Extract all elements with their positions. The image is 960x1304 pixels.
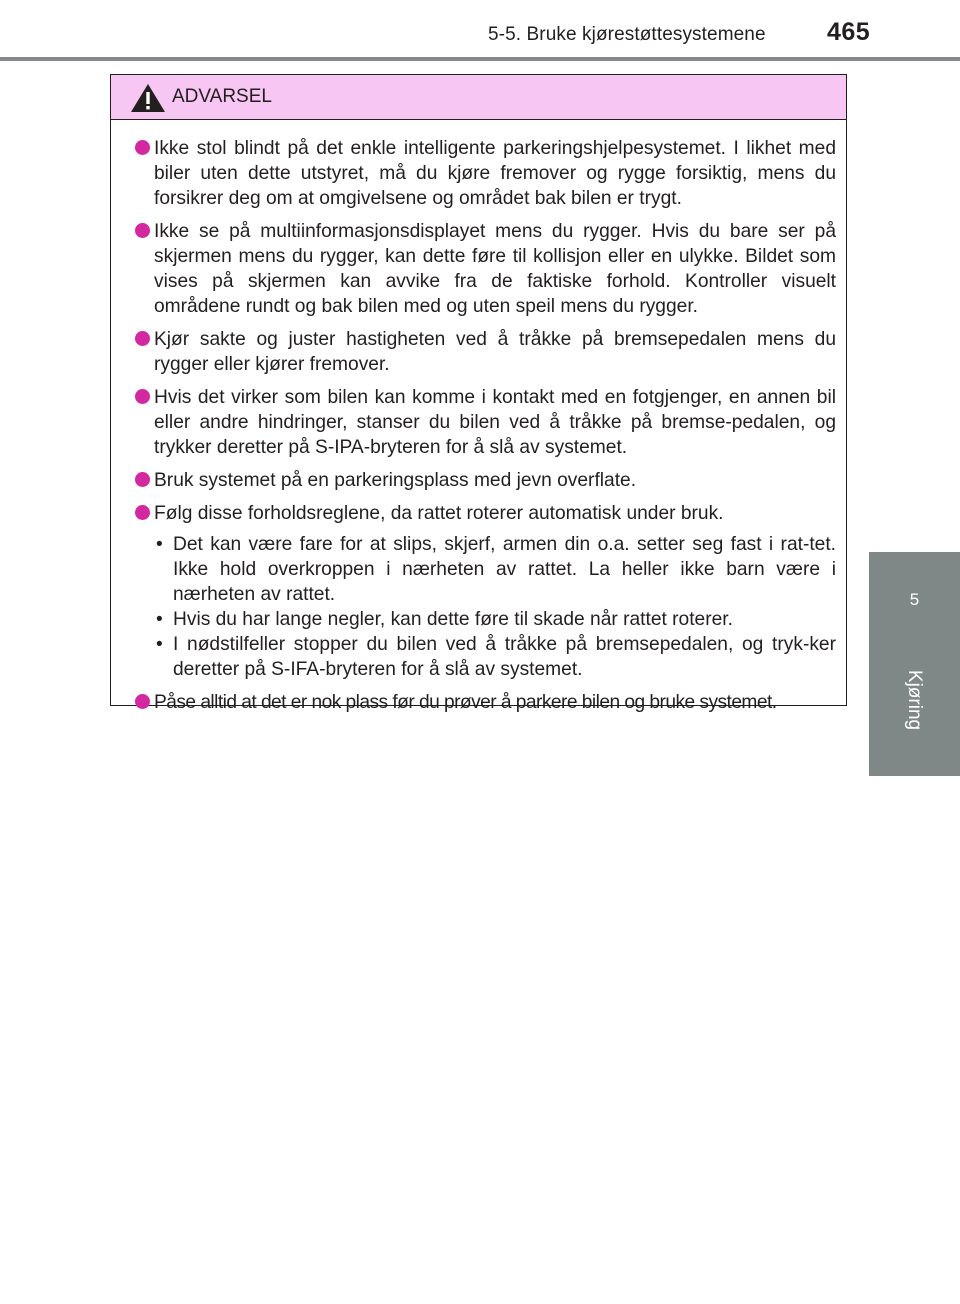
- chapter-number: 5: [909, 590, 920, 609]
- dot-bullet-icon: •: [156, 534, 163, 555]
- warning-item: [135, 327, 836, 377]
- warning-item: [135, 468, 836, 493]
- header-rule: [0, 57, 960, 61]
- warning-item: [135, 136, 836, 211]
- bullet-icon: [135, 223, 150, 238]
- warning-triangle-icon: [130, 83, 166, 113]
- sub-list: [154, 532, 836, 682]
- warning-title: ADVARSEL: [172, 86, 272, 107]
- warning-item-text: Følg disse forholdsreglene, da rattet roterer automatisk under bruk.: [154, 503, 724, 524]
- warning-item-text: Kjør sakte og juster hastigheten ved å tråkke på bremsepedalen mens du rygger eller kjører fremover.: [154, 329, 836, 375]
- dot-bullet-icon: •: [156, 609, 163, 630]
- bullet-icon: [135, 694, 150, 709]
- bullet-icon: [135, 331, 150, 346]
- bullet-icon: [135, 389, 150, 404]
- warning-item: [135, 219, 836, 319]
- warning-item: [135, 501, 836, 682]
- sub-list-item: [154, 607, 836, 632]
- sub-list-item: [154, 532, 836, 607]
- warning-item-text: Påse alltid at det er nok plass før du prøver å parkere bilen og bruke systemet.: [154, 692, 777, 713]
- warning-item-text: Hvis det virker som bilen kan komme i kontakt med en fotgjenger, en annen bil eller andre hindringer, stanser du bilen ved å tråkke på bremse-pedalen, og trykker deretter på S-IPA-bryteren for å slå av systemet.: [154, 387, 836, 458]
- warning-item-text: Ikke stol blindt på det enkle intelligente parkeringshjelpesystemet. I likhet med biler uten dette utstyret, må du kjøre fremover og rygge forsiktig, mens du forsikrer deg om at omgivelsene og området bak bilen er trygt.: [154, 138, 836, 209]
- sub-list-item-text: I nødstilfeller stopper du bilen ved å tråkke på bremsepedalen, og tryk-ker deretter på S-IFA-bryteren for å slå av systemet.: [173, 634, 836, 680]
- warning-body: [111, 120, 846, 715]
- bullet-icon: [135, 472, 150, 487]
- sub-list-item: [154, 632, 836, 682]
- chapter-label: Kjøring: [904, 669, 925, 731]
- bullet-icon: [135, 505, 150, 520]
- page-number: 465: [827, 18, 871, 46]
- warning-item: [135, 690, 836, 715]
- sub-list-item-text: Hvis du har lange negler, kan dette føre til skade når rattet roterer.: [173, 609, 733, 630]
- section-title: 5-5. Bruke kjørestøttesystemene: [488, 24, 766, 45]
- warning-item: [135, 385, 836, 460]
- warning-item-text: Ikke se på multiinformasjonsdisplayet mens du rygger. Hvis du bare ser på skjermen mens du rygger, kan dette føre til kollisjon eller en ulykke. Bildet som vises på skjermen kan avvike fra de faktiske forhold. Kontroller visuelt områdene rundt og bak bilen med og uten speil mens du rygger.: [154, 221, 836, 317]
- warning-item-text: Bruk systemet på en parkeringsplass med jevn overflate.: [154, 470, 637, 491]
- sub-list-item-text: Det kan være fare for at slips, skjerf, armen din o.a. setter seg fast i rat-tet. Ikke hold overkroppen i nærheten av rattet. La heller ikke barn være i nærheten av rattet.: [173, 534, 836, 605]
- bullet-icon: [135, 140, 150, 155]
- warning-header: [111, 75, 846, 120]
- warning-box: [110, 74, 847, 713]
- chapter-side-tab: [869, 552, 960, 776]
- dot-bullet-icon: •: [156, 634, 163, 655]
